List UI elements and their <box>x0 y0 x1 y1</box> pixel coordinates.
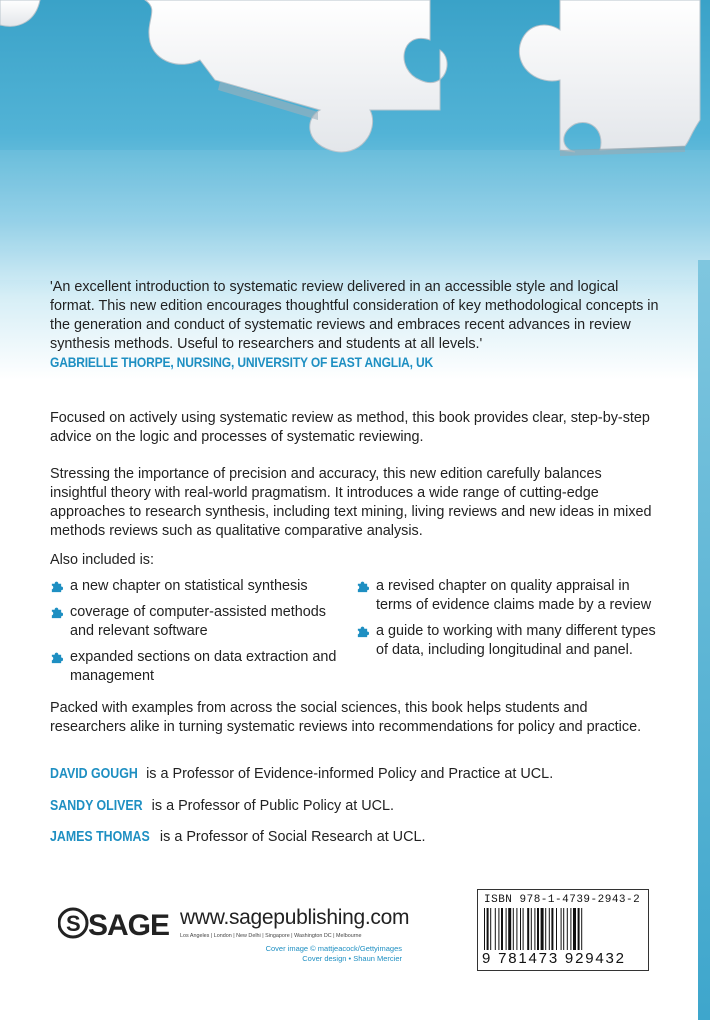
description-paragraph-1: Focused on actively using systematic review as method, this book provides clear, step-by-step advice on the logic and processes of systematic reviewing. <box>50 410 650 445</box>
feature-list-left <box>50 577 350 693</box>
barcode-digits: 9 781473 929432 <box>482 950 626 967</box>
barcode-bar <box>561 908 562 956</box>
barcode-bar <box>527 908 529 956</box>
isbn-barcode <box>477 889 649 971</box>
puzzle-bullet-icon <box>50 651 63 664</box>
publisher-url[interactable]: www.sagepublishing.com <box>180 906 410 929</box>
list-item: coverage of computer-assisted methods and relevant software <box>50 603 350 641</box>
svg-text:S: S <box>66 911 81 936</box>
barcode-bar <box>520 908 521 956</box>
list-item: a guide to working with many different types of data, including longitudinal and panel. <box>356 622 662 660</box>
list-item: expanded sections on data extraction and management <box>50 648 350 686</box>
publisher-cities: Los Angeles | London | New Delhi | Singapore | Washington DC | Melbourne <box>180 933 362 939</box>
author-name: DAVID GOUGH <box>50 766 138 782</box>
quote-attribution: GABRIELLE THORPE, NURSING, UNIVERSITY OF EAST ANGLIA, UK <box>50 354 434 370</box>
barcode-bar <box>545 908 546 956</box>
barcode-bar <box>573 908 576 956</box>
barcode-bar <box>498 908 499 956</box>
barcode-bar <box>523 908 524 956</box>
puzzle-bullet-icon <box>356 580 369 593</box>
barcode-bar <box>551 908 553 956</box>
puzzle-bullet-icon <box>356 625 369 638</box>
barcode-bar <box>516 908 517 956</box>
barcode-bar <box>487 908 489 956</box>
barcode-bar <box>570 908 571 956</box>
barcode-bar <box>531 908 532 956</box>
barcode-bar <box>513 908 514 956</box>
barcode-bar <box>490 908 491 956</box>
isbn-label: ISBN 978-1-4739-2943-2 <box>484 894 641 906</box>
cover-credits: Cover image © mattjeacock/Gettyimages Cover design • Shaun Mercier <box>265 944 402 963</box>
barcode-bar <box>534 908 535 956</box>
sage-logo-icon <box>58 905 178 941</box>
spine-edge <box>698 260 710 1020</box>
barcode-bar <box>484 908 485 956</box>
feature-list-right <box>356 577 662 667</box>
description-paragraph-3: Packed with examples from across the social sciences, this book helps students and researchers alike in turning systematic reviews into recommendations for policy and practice. <box>50 700 642 735</box>
author-bio: SANDY OLIVER is a Professor of Public Policy at UCL. <box>50 798 395 814</box>
barcode-bar <box>578 908 580 956</box>
author-bio: DAVID GOUGH is a Professor of Evidence-informed Policy and Practice at UCL. <box>50 766 554 782</box>
barcode-bar <box>495 908 496 956</box>
barcode-bar <box>556 908 557 956</box>
description-paragraph-2: Stressing the importance of precision and accuracy, this new edition carefully balances insightful theory with real-world pragmatism. It introduces a wide range of cutting-edge approaches to research synthesis, including text mining, living reviews and new ideas in mixed methods reviews such as qualitative comparative analysis. <box>50 466 652 539</box>
barcode-bar <box>563 908 564 956</box>
list-item: a new chapter on statistical synthesis <box>50 577 350 596</box>
svg-text:SAGE: SAGE <box>88 909 170 941</box>
barcode-bar <box>501 908 503 956</box>
author-name: SANDY OLIVER <box>50 798 143 814</box>
list-item: a revised chapter on quality appraisal in terms of evidence claims made by a review <box>356 577 662 615</box>
sage-logo <box>58 905 178 941</box>
barcode-bar <box>508 908 511 956</box>
puzzle-bullet-icon <box>50 580 63 593</box>
review-quote: 'An excellent introduction to systematic review delivered in an accessible style and logical format. This new edition encourages thoughtful consideration of key methodological concepts in the generation and conduct of systematic reviews and embraces recent advances in review synthesis methods. Useful to researchers and students at all levels.' <box>50 279 659 352</box>
barcode-bar <box>567 908 568 956</box>
barcode-bar <box>581 908 582 956</box>
puzzle-bullet-icon <box>50 606 63 619</box>
barcode-bar <box>537 908 539 956</box>
barcode-bar <box>541 908 544 956</box>
author-name: JAMES THOMAS <box>50 829 150 845</box>
barcode-bar <box>506 908 507 956</box>
author-bio: JAMES THOMAS is a Professor of Social Research at UCL. <box>50 829 426 845</box>
also-included-heading: Also included is: <box>50 552 154 568</box>
barcode-bar <box>549 908 550 956</box>
